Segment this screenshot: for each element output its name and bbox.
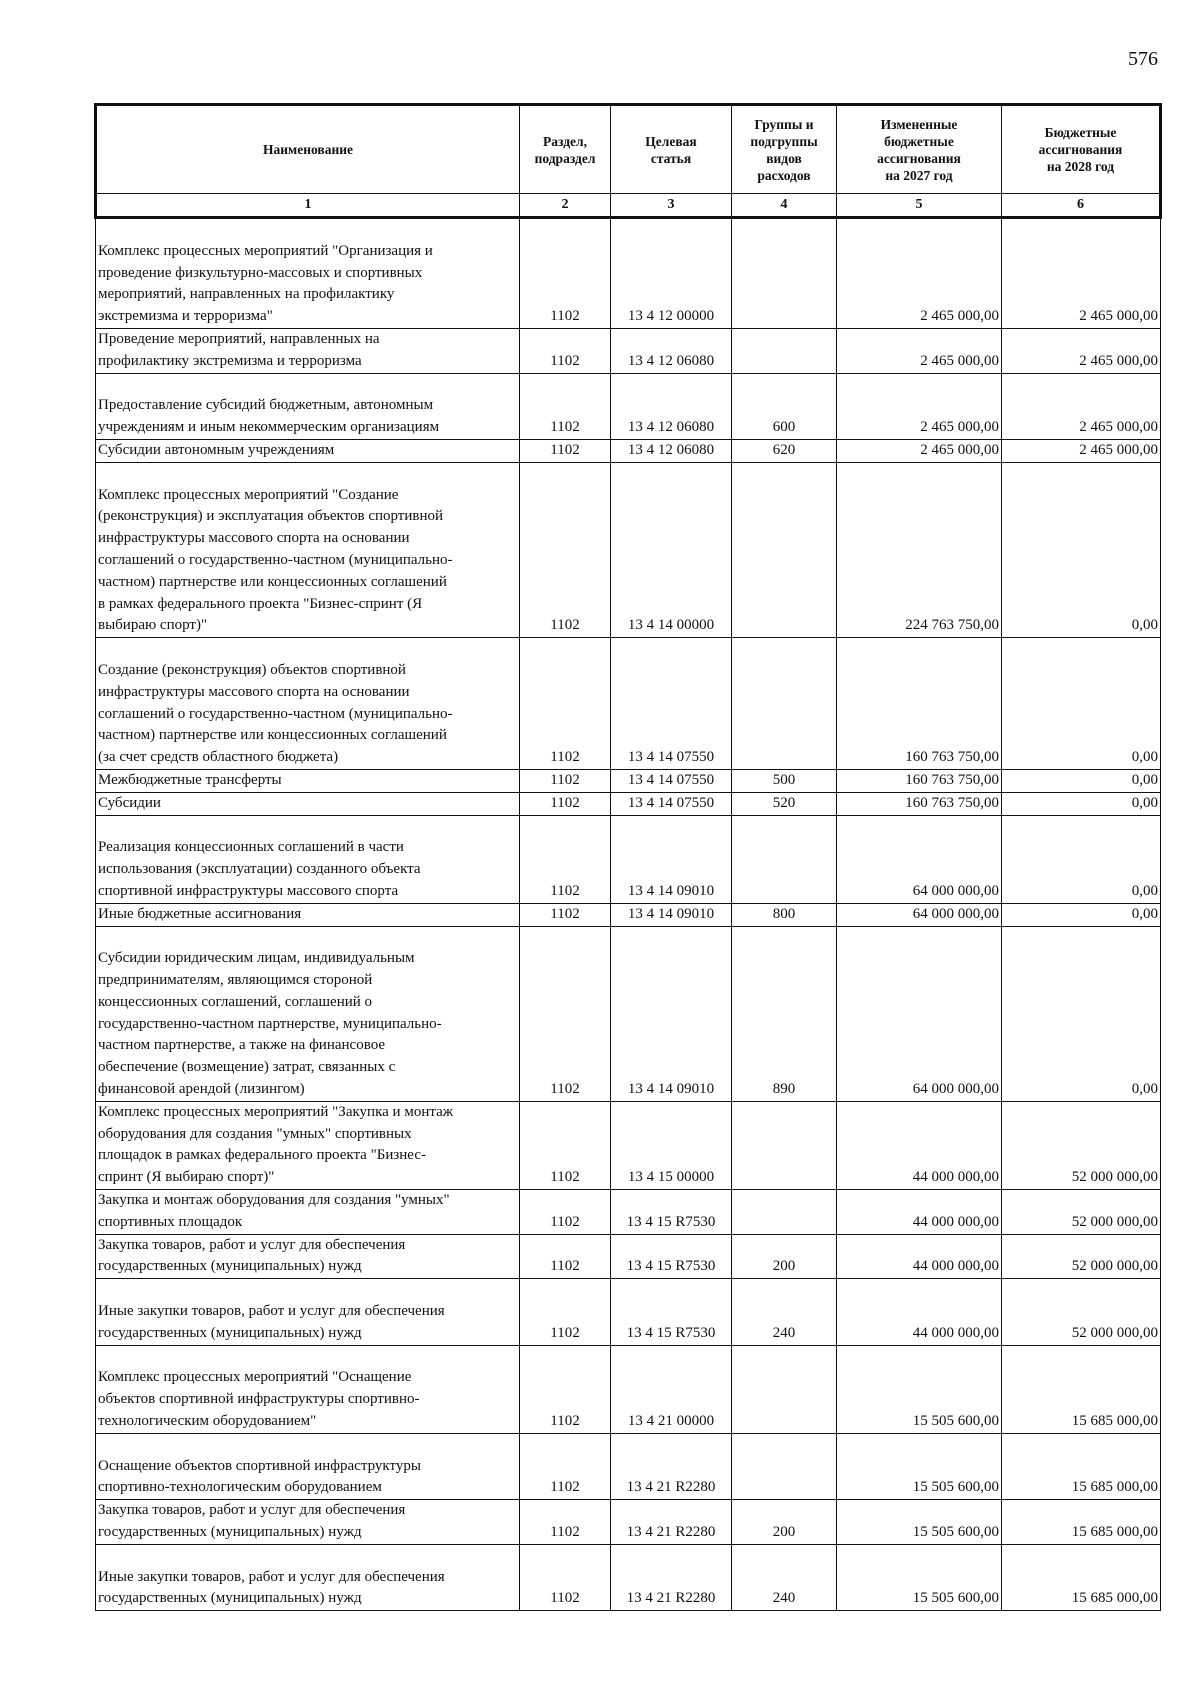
row-expense-group: 500 <box>732 769 837 792</box>
row-amount-2028: 0,00 <box>1002 792 1161 815</box>
row-expense-group: 800 <box>732 903 837 926</box>
row-amount-2027: 44 000 000,00 <box>837 1101 1002 1189</box>
column-number: 5 <box>837 194 1002 218</box>
row-target-article: 13 4 12 06080 <box>611 373 732 439</box>
row-section: 1102 <box>520 439 611 462</box>
row-section: 1102 <box>520 1190 611 1235</box>
row-expense-group <box>732 1433 837 1499</box>
row-name: Межбюджетные трансферты <box>96 769 520 792</box>
row-section: 1102 <box>520 373 611 439</box>
row-section: 1102 <box>520 1234 611 1279</box>
row-amount-2027: 224 763 750,00 <box>837 462 1002 637</box>
row-amount-2028: 15 685 000,00 <box>1002 1345 1161 1433</box>
row-amount-2027: 160 763 750,00 <box>837 769 1002 792</box>
row-target-article: 13 4 12 00000 <box>611 218 732 329</box>
header-expense-group: Группы и подгруппы видов расходов <box>732 105 837 194</box>
row-name: Закупка товаров, работ и услуг для обеспечения государственных (муниципальных) нужд <box>96 1500 520 1545</box>
row-amount-2028: 15 685 000,00 <box>1002 1433 1161 1499</box>
row-amount-2028: 0,00 <box>1002 462 1161 637</box>
row-name: Комплекс процессных мероприятий "Создание (реконструкция) и эксплуатация объектов спортивной инфраструктуры массового спорта на основании соглашений о государственно-частном (муниципально- частном) партнерстве или концессионных соглашений в рамках федерального проекта "Бизнес-спринт (Я выбираю спорт)" <box>96 462 520 637</box>
row-amount-2028: 52 000 000,00 <box>1002 1279 1161 1345</box>
row-section: 1102 <box>520 1433 611 1499</box>
row-name: Иные бюджетные ассигнования <box>96 903 520 926</box>
row-amount-2027: 64 000 000,00 <box>837 903 1002 926</box>
row-name: Проведение мероприятий, направленных на профилактику экстремизма и терроризма <box>96 328 520 373</box>
row-name: Субсидии <box>96 792 520 815</box>
row-name: Иные закупки товаров, работ и услуг для обеспечения государственных (муниципальных) нужд <box>96 1544 520 1610</box>
row-expense-group <box>732 1345 837 1433</box>
row-section: 1102 <box>520 769 611 792</box>
row-expense-group <box>732 1190 837 1235</box>
page-number: 576 <box>1128 48 1158 70</box>
row-target-article: 13 4 14 09010 <box>611 815 732 903</box>
row-name: Комплекс процессных мероприятий "Закупка и монтаж оборудования для создания "умных" спортивных площадок в рамках федерального проекта "Бизнес- спринт (Я выбираю спорт)" <box>96 1101 520 1189</box>
row-expense-group: 520 <box>732 792 837 815</box>
row-amount-2028: 0,00 <box>1002 815 1161 903</box>
table-row <box>96 1190 1161 1235</box>
row-name: Закупка товаров, работ и услуг для обеспечения государственных (муниципальных) нужд <box>96 1234 520 1279</box>
row-target-article: 13 4 21 R2280 <box>611 1500 732 1545</box>
column-number-row <box>96 194 1161 218</box>
row-amount-2028: 2 465 000,00 <box>1002 373 1161 439</box>
row-expense-group <box>732 328 837 373</box>
row-expense-group: 890 <box>732 926 837 1101</box>
row-expense-group: 620 <box>732 439 837 462</box>
row-amount-2027: 64 000 000,00 <box>837 815 1002 903</box>
row-expense-group: 240 <box>732 1279 837 1345</box>
row-amount-2027: 44 000 000,00 <box>837 1190 1002 1235</box>
header-name: Наименование <box>96 105 520 194</box>
row-section: 1102 <box>520 903 611 926</box>
row-expense-group <box>732 815 837 903</box>
row-target-article: 13 4 14 07550 <box>611 792 732 815</box>
row-amount-2027: 160 763 750,00 <box>837 638 1002 770</box>
row-amount-2028: 0,00 <box>1002 638 1161 770</box>
row-target-article: 13 4 21 R2280 <box>611 1433 732 1499</box>
row-section: 1102 <box>520 1345 611 1433</box>
row-name: Предоставление субсидий бюджетным, автономным учреждениям и иным некоммерческим организациям <box>96 373 520 439</box>
row-section: 1102 <box>520 815 611 903</box>
row-amount-2027: 15 505 600,00 <box>837 1345 1002 1433</box>
row-amount-2027: 2 465 000,00 <box>837 218 1002 329</box>
table-row <box>96 373 1161 439</box>
row-expense-group <box>732 1101 837 1189</box>
table-row <box>96 462 1161 637</box>
row-target-article: 13 4 14 09010 <box>611 903 732 926</box>
row-amount-2028: 52 000 000,00 <box>1002 1190 1161 1235</box>
row-section: 1102 <box>520 1500 611 1545</box>
table-row <box>96 1433 1161 1499</box>
row-amount-2027: 15 505 600,00 <box>837 1433 1002 1499</box>
row-expense-group: 200 <box>732 1234 837 1279</box>
table-row <box>96 792 1161 815</box>
row-target-article: 13 4 15 R7530 <box>611 1190 732 1235</box>
row-amount-2028: 0,00 <box>1002 903 1161 926</box>
row-amount-2027: 2 465 000,00 <box>837 373 1002 439</box>
row-target-article: 13 4 14 07550 <box>611 638 732 770</box>
row-amount-2028: 2 465 000,00 <box>1002 439 1161 462</box>
row-target-article: 13 4 15 00000 <box>611 1101 732 1189</box>
row-section: 1102 <box>520 462 611 637</box>
row-name: Субсидии автономным учреждениям <box>96 439 520 462</box>
row-amount-2028: 0,00 <box>1002 769 1161 792</box>
row-amount-2027: 64 000 000,00 <box>837 926 1002 1101</box>
row-section: 1102 <box>520 1279 611 1345</box>
header-allocations-2027: Измененные бюджетные ассигнования на 2027 год <box>837 105 1002 194</box>
row-amount-2027: 44 000 000,00 <box>837 1279 1002 1345</box>
row-name: Комплекс процессных мероприятий "Организация и проведение физкультурно-массовых и спортивных мероприятий, направленных на профилактику экстремизма и терроризма" <box>96 218 520 329</box>
row-name: Субсидии юридическим лицам, индивидуальным предпринимателям, являющимся стороной концессионных соглашений, соглашений о государственно-частном партнерстве, муниципально- частном партнерстве, а также на финансовое обеспечение (возмещение) затрат, связанных с финансовой арендой (лизингом) <box>96 926 520 1101</box>
row-amount-2027: 15 505 600,00 <box>837 1500 1002 1545</box>
row-section: 1102 <box>520 328 611 373</box>
column-number: 2 <box>520 194 611 218</box>
row-target-article: 13 4 15 R7530 <box>611 1279 732 1345</box>
row-amount-2027: 2 465 000,00 <box>837 439 1002 462</box>
header-section: Раздел, подраздел <box>520 105 611 194</box>
budget-table <box>94 103 1162 1611</box>
row-amount-2028: 2 465 000,00 <box>1002 218 1161 329</box>
table-row <box>96 1345 1161 1433</box>
row-amount-2027: 44 000 000,00 <box>837 1234 1002 1279</box>
row-expense-group <box>732 218 837 329</box>
row-target-article: 13 4 12 06080 <box>611 328 732 373</box>
row-name: Оснащение объектов спортивной инфраструктуры спортивно-технологическим оборудованием <box>96 1433 520 1499</box>
row-target-article: 13 4 12 06080 <box>611 439 732 462</box>
row-name: Комплекс процессных мероприятий "Оснащение объектов спортивной инфраструктуры спортивно- технологическим оборудованием" <box>96 1345 520 1433</box>
row-target-article: 13 4 14 09010 <box>611 926 732 1101</box>
row-expense-group: 200 <box>732 1500 837 1545</box>
row-amount-2027: 15 505 600,00 <box>837 1544 1002 1610</box>
row-section: 1102 <box>520 1101 611 1189</box>
header-target-article: Целевая статья <box>611 105 732 194</box>
row-amount-2028: 2 465 000,00 <box>1002 328 1161 373</box>
table-row <box>96 926 1161 1101</box>
row-target-article: 13 4 14 07550 <box>611 769 732 792</box>
column-number: 4 <box>732 194 837 218</box>
table-row <box>96 1500 1161 1545</box>
table-row <box>96 218 1161 329</box>
row-amount-2028: 0,00 <box>1002 926 1161 1101</box>
table-row <box>96 769 1161 792</box>
table-row <box>96 328 1161 373</box>
row-amount-2028: 52 000 000,00 <box>1002 1101 1161 1189</box>
table-row <box>96 1544 1161 1610</box>
row-name: Реализация концессионных соглашений в части использования (эксплуатации) созданного объекта спортивной инфраструктуры массового спорта <box>96 815 520 903</box>
table-row <box>96 1279 1161 1345</box>
row-section: 1102 <box>520 926 611 1101</box>
row-section: 1102 <box>520 1544 611 1610</box>
row-target-article: 13 4 14 00000 <box>611 462 732 637</box>
column-number: 6 <box>1002 194 1161 218</box>
header-allocations-2028: Бюджетные ассигнования на 2028 год <box>1002 105 1161 194</box>
row-section: 1102 <box>520 792 611 815</box>
column-number: 1 <box>96 194 520 218</box>
table-row <box>96 903 1161 926</box>
row-target-article: 13 4 15 R7530 <box>611 1234 732 1279</box>
header-row <box>96 105 1161 194</box>
table-row <box>96 1234 1161 1279</box>
row-amount-2028: 15 685 000,00 <box>1002 1544 1161 1610</box>
table-row <box>96 1101 1161 1189</box>
column-number: 3 <box>611 194 732 218</box>
row-amount-2028: 52 000 000,00 <box>1002 1234 1161 1279</box>
table-row <box>96 638 1161 770</box>
table-row <box>96 439 1161 462</box>
table-row <box>96 815 1161 903</box>
row-amount-2027: 160 763 750,00 <box>837 792 1002 815</box>
row-name: Иные закупки товаров, работ и услуг для обеспечения государственных (муниципальных) нужд <box>96 1279 520 1345</box>
row-amount-2028: 15 685 000,00 <box>1002 1500 1161 1545</box>
row-section: 1102 <box>520 218 611 329</box>
row-section: 1102 <box>520 638 611 770</box>
row-name: Создание (реконструкция) объектов спортивной инфраструктуры массового спорта на основании соглашений о государственно-частном (муниципально- частном) партнерстве или концессионных соглашений (за счет средств областного бюджета) <box>96 638 520 770</box>
row-target-article: 13 4 21 00000 <box>611 1345 732 1433</box>
row-name: Закупка и монтаж оборудования для создания "умных" спортивных площадок <box>96 1190 520 1235</box>
row-expense-group: 600 <box>732 373 837 439</box>
row-expense-group <box>732 462 837 637</box>
table-body <box>96 218 1161 1611</box>
row-amount-2027: 2 465 000,00 <box>837 328 1002 373</box>
row-expense-group <box>732 638 837 770</box>
row-target-article: 13 4 21 R2280 <box>611 1544 732 1610</box>
row-expense-group: 240 <box>732 1544 837 1610</box>
